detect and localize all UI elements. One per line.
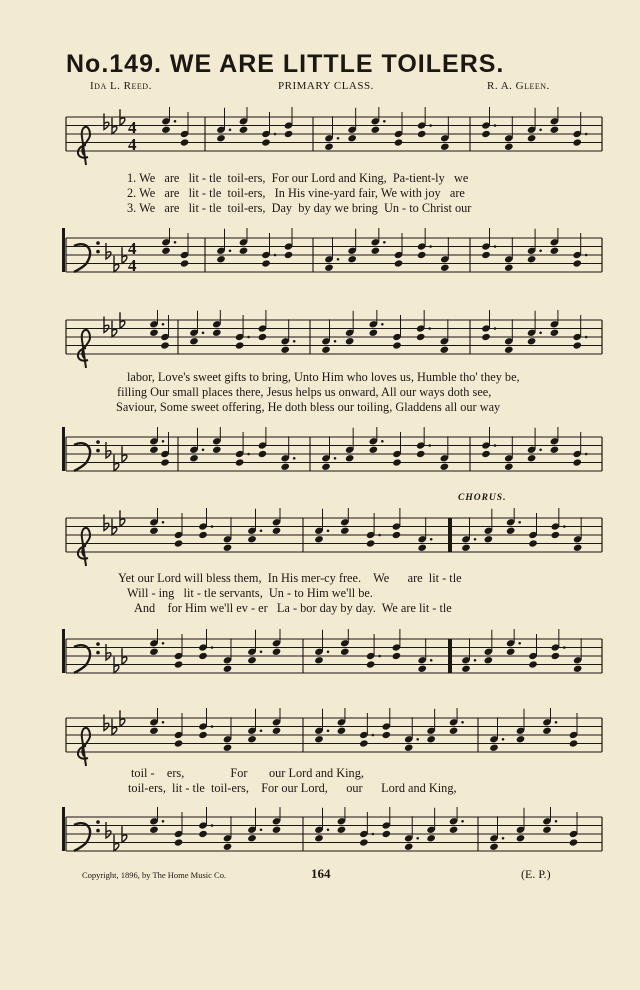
dot xyxy=(585,254,588,257)
notehead xyxy=(417,251,427,259)
flat-icon xyxy=(104,715,109,731)
dot xyxy=(494,124,497,127)
notehead xyxy=(284,130,294,138)
notehead xyxy=(569,838,579,846)
notehead xyxy=(504,143,514,151)
notehead xyxy=(345,454,355,462)
notehead xyxy=(174,660,184,668)
notehead xyxy=(394,259,404,267)
notehead xyxy=(180,259,190,267)
notehead xyxy=(417,544,427,552)
notehead xyxy=(371,126,381,134)
notehead xyxy=(461,544,471,552)
time-signature-top: 4 xyxy=(128,118,137,137)
dot xyxy=(162,323,165,326)
notehead xyxy=(160,458,170,466)
dot xyxy=(378,655,381,658)
notehead xyxy=(347,255,357,263)
dot xyxy=(429,124,432,127)
dot xyxy=(211,646,214,649)
notehead xyxy=(149,329,159,337)
notehead xyxy=(272,648,282,656)
system-1-verse-3: 3. We are lit - tle toil-ers, Day by day we bring Un - to Christ our xyxy=(127,201,472,215)
treble-clef-icon xyxy=(78,528,90,566)
notehead xyxy=(340,527,350,535)
notehead xyxy=(258,333,268,341)
dot xyxy=(162,721,165,724)
double-barline xyxy=(448,639,452,673)
notehead xyxy=(149,446,159,454)
notehead xyxy=(440,143,450,151)
notehead xyxy=(161,126,171,134)
notehead xyxy=(550,329,560,337)
notehead xyxy=(314,735,324,743)
system-3-treble-staff xyxy=(0,508,640,568)
dot xyxy=(383,120,386,123)
flat-icon xyxy=(106,644,111,660)
notehead xyxy=(461,665,471,673)
notehead xyxy=(174,838,184,846)
notehead xyxy=(198,830,208,838)
notehead xyxy=(198,652,208,660)
notehead xyxy=(481,333,491,341)
dot xyxy=(461,820,464,823)
dot xyxy=(381,323,384,326)
dot xyxy=(334,340,337,343)
notehead xyxy=(247,656,257,664)
dot xyxy=(260,650,263,653)
dot xyxy=(539,331,542,334)
notehead xyxy=(347,134,357,142)
notehead xyxy=(340,648,350,656)
system-4-bass-staff xyxy=(0,807,640,867)
notehead xyxy=(550,446,560,454)
dot xyxy=(174,120,177,123)
notehead xyxy=(542,727,552,735)
notehead xyxy=(324,264,334,272)
notehead xyxy=(572,259,582,267)
dot xyxy=(260,529,263,532)
class-label: PRIMARY CLASS. xyxy=(278,80,374,92)
notehead xyxy=(528,660,538,668)
treble-clef-icon xyxy=(78,728,90,766)
notehead xyxy=(174,739,184,747)
dot xyxy=(293,457,296,460)
dot xyxy=(372,833,375,836)
dot xyxy=(247,336,250,339)
dot xyxy=(429,245,432,248)
notehead xyxy=(417,665,427,673)
notehead xyxy=(569,739,579,747)
system-1-verse-1: 1. We are lit - tle toil-ers, For our Lord and King, Pa-tient-ly we xyxy=(127,171,469,185)
notehead xyxy=(284,251,294,259)
notehead xyxy=(551,531,561,539)
dot xyxy=(174,241,177,244)
dot xyxy=(383,241,386,244)
notehead xyxy=(504,463,514,471)
dot xyxy=(247,453,250,456)
notehead xyxy=(216,134,226,142)
notehead xyxy=(527,337,537,345)
double-barline xyxy=(448,518,452,552)
notehead xyxy=(528,539,538,547)
dot xyxy=(162,820,165,823)
notehead xyxy=(489,843,499,851)
dot xyxy=(474,538,477,541)
dot xyxy=(430,659,433,662)
system-4-treble-staff xyxy=(0,708,640,768)
notehead xyxy=(366,660,376,668)
dot xyxy=(229,249,232,252)
dot xyxy=(229,128,232,131)
dot xyxy=(539,128,542,131)
notehead xyxy=(189,454,199,462)
notehead xyxy=(216,255,226,263)
dot xyxy=(518,521,521,524)
notehead xyxy=(149,727,159,735)
dot xyxy=(563,525,566,528)
notehead xyxy=(149,648,159,656)
notehead xyxy=(189,337,199,345)
notehead xyxy=(280,346,290,354)
notehead xyxy=(572,341,582,349)
notehead xyxy=(223,843,233,851)
dot xyxy=(494,327,497,330)
dot xyxy=(334,457,337,460)
dot xyxy=(416,837,419,840)
dot xyxy=(211,824,214,827)
notehead xyxy=(272,826,282,834)
chorus-label: CHORUS. xyxy=(458,493,507,503)
notehead xyxy=(161,247,171,255)
system-4-verse-1: toil - ers, For our Lord and King, xyxy=(131,766,364,780)
notehead xyxy=(280,463,290,471)
notehead xyxy=(392,652,402,660)
notehead xyxy=(258,450,268,458)
dot xyxy=(202,331,205,334)
notehead xyxy=(212,329,222,337)
page-number: 164 xyxy=(311,866,331,881)
notehead xyxy=(235,458,245,466)
system-1-bass-staff xyxy=(0,228,640,288)
flat-icon xyxy=(104,317,109,333)
notehead xyxy=(542,826,552,834)
dot xyxy=(211,725,214,728)
notehead xyxy=(404,843,414,851)
notehead xyxy=(392,341,402,349)
notehead xyxy=(392,458,402,466)
system-3-verse-1: Yet our Lord will bless them, In His mer-cy free. We are lit - tle xyxy=(118,571,462,585)
treble-clef-icon xyxy=(78,127,90,165)
dot xyxy=(274,133,277,136)
dot xyxy=(502,837,505,840)
dot xyxy=(502,738,505,741)
notehead xyxy=(160,341,170,349)
lyricist-credit: Ida L. Reed. xyxy=(90,80,152,92)
dot xyxy=(430,538,433,541)
bass-clef-icon xyxy=(74,443,90,471)
dot xyxy=(585,133,588,136)
notehead xyxy=(551,652,561,660)
composer-credit: R. A. Gleen. xyxy=(487,80,550,92)
notehead xyxy=(239,247,249,255)
dot xyxy=(372,734,375,737)
notehead xyxy=(426,834,436,842)
time-signature-bottom: 4 xyxy=(128,256,137,275)
notehead xyxy=(321,463,331,471)
dot xyxy=(293,340,296,343)
notehead xyxy=(481,450,491,458)
notehead xyxy=(527,255,537,263)
bass-clef-dot xyxy=(96,820,100,824)
bass-clef-dot xyxy=(96,250,100,254)
notehead xyxy=(324,143,334,151)
notehead xyxy=(369,446,379,454)
notehead xyxy=(504,264,514,272)
dot xyxy=(494,444,497,447)
notehead xyxy=(417,130,427,138)
system-3-verse-3: And for Him we'll ev - er La - bor day by day. We are lit - tle xyxy=(134,601,452,615)
system-2-bass-staff xyxy=(0,427,640,487)
notehead xyxy=(484,656,494,664)
notehead xyxy=(149,527,159,535)
dot xyxy=(337,137,340,140)
notehead xyxy=(261,259,271,267)
notehead xyxy=(481,130,491,138)
notehead xyxy=(314,834,324,842)
notehead xyxy=(481,251,491,259)
notehead xyxy=(247,834,257,842)
system-2-treble-staff xyxy=(0,310,640,370)
dot xyxy=(585,453,588,456)
flat-icon xyxy=(106,243,111,259)
dot xyxy=(202,448,205,451)
dot xyxy=(260,828,263,831)
flat-icon xyxy=(104,515,109,531)
edition-mark: (E. P.) xyxy=(521,867,551,881)
dot xyxy=(585,336,588,339)
notehead xyxy=(314,535,324,543)
notehead xyxy=(440,463,450,471)
dot xyxy=(274,254,277,257)
notehead xyxy=(550,247,560,255)
dot xyxy=(428,327,431,330)
notehead xyxy=(366,539,376,547)
bass-clef-icon xyxy=(74,244,90,272)
system-brace xyxy=(62,629,65,673)
dot xyxy=(539,249,542,252)
dot xyxy=(416,738,419,741)
hymn-title: No.149. WE ARE LITTLE TOILERS. xyxy=(66,50,505,78)
dot xyxy=(539,448,542,451)
notehead xyxy=(261,138,271,146)
notehead xyxy=(272,727,282,735)
dot xyxy=(260,729,263,732)
notehead xyxy=(572,138,582,146)
dot xyxy=(563,646,566,649)
notehead xyxy=(149,826,159,834)
notehead xyxy=(321,346,331,354)
notehead xyxy=(506,648,516,656)
bass-clef-icon xyxy=(74,645,90,673)
dot xyxy=(162,440,165,443)
bass-clef-dot xyxy=(96,651,100,655)
dot xyxy=(555,721,558,724)
copyright-notice: Copyright, 1896, by The Home Music Co. xyxy=(82,870,227,880)
notehead xyxy=(449,826,459,834)
dot xyxy=(428,444,431,447)
notehead xyxy=(484,535,494,543)
notehead xyxy=(516,834,526,842)
system-1-verse-2: 2. We are lit - tle toil-ers, In His vine-yard fair, We with joy are xyxy=(127,186,465,200)
dot xyxy=(327,529,330,532)
dot xyxy=(461,721,464,724)
notehead xyxy=(440,346,450,354)
notehead xyxy=(223,665,233,673)
notehead xyxy=(506,527,516,535)
bass-clef-icon xyxy=(74,823,90,851)
flat-icon xyxy=(106,442,111,458)
notehead xyxy=(337,826,347,834)
dot xyxy=(162,642,165,645)
notehead xyxy=(550,126,560,134)
notehead xyxy=(382,731,392,739)
flat-icon xyxy=(104,114,109,130)
system-3-verse-2: Will - ing lit - tle servants, Un - to Him we'll be. xyxy=(127,586,373,600)
notehead xyxy=(572,458,582,466)
notehead xyxy=(426,735,436,743)
system-brace xyxy=(62,807,65,851)
system-4-verse-2: toil-ers, lit - tle toil-ers, For our Lord, our Lord and King, xyxy=(128,781,457,795)
system-brace xyxy=(62,427,65,471)
notehead xyxy=(449,727,459,735)
system-2-verse-3: Saviour, Some sweet offering, He doth bless our toiling, Gladdens all our way xyxy=(116,400,501,414)
system-3-bass-staff xyxy=(0,629,640,689)
notehead xyxy=(371,247,381,255)
time-signature-bottom: 4 xyxy=(128,135,137,154)
notehead xyxy=(573,544,583,552)
notehead xyxy=(235,341,245,349)
notehead xyxy=(404,744,414,752)
treble-clef-icon xyxy=(78,330,90,368)
notehead xyxy=(516,735,526,743)
notehead xyxy=(223,744,233,752)
notehead xyxy=(573,665,583,673)
dot xyxy=(494,245,497,248)
notehead xyxy=(345,337,355,345)
dot xyxy=(162,521,165,524)
notehead xyxy=(174,539,184,547)
bass-clef-dot xyxy=(96,642,100,646)
dot xyxy=(327,650,330,653)
time-signature-top: 4 xyxy=(128,239,137,258)
notehead xyxy=(416,450,426,458)
dot xyxy=(474,659,477,662)
notehead xyxy=(527,134,537,142)
notehead xyxy=(223,544,233,552)
notehead xyxy=(394,138,404,146)
notehead xyxy=(392,531,402,539)
dot xyxy=(378,534,381,537)
dot xyxy=(381,440,384,443)
notehead xyxy=(239,126,249,134)
notehead xyxy=(489,744,499,752)
notehead xyxy=(247,535,257,543)
dot xyxy=(337,258,340,261)
notehead xyxy=(359,838,369,846)
bass-clef-dot xyxy=(96,241,100,245)
system-2-verse-1: labor, Love's sweet gifts to bring, Unto Him who loves us, Humble tho' they be, xyxy=(127,370,520,384)
notehead xyxy=(369,329,379,337)
notehead xyxy=(198,731,208,739)
notehead xyxy=(198,531,208,539)
system-brace xyxy=(62,228,65,272)
notehead xyxy=(180,138,190,146)
dot xyxy=(327,828,330,831)
dot xyxy=(211,525,214,528)
notehead xyxy=(440,264,450,272)
notehead xyxy=(382,830,392,838)
flat-icon xyxy=(106,822,111,838)
notehead xyxy=(314,656,324,664)
dot xyxy=(518,642,521,645)
bass-clef-dot xyxy=(96,440,100,444)
notehead xyxy=(212,446,222,454)
dot xyxy=(327,729,330,732)
bass-clef-dot xyxy=(96,829,100,833)
notehead xyxy=(504,346,514,354)
notehead xyxy=(247,735,257,743)
notehead xyxy=(272,527,282,535)
notehead xyxy=(416,333,426,341)
dot xyxy=(555,820,558,823)
system-1-treble-staff xyxy=(0,107,640,167)
notehead xyxy=(359,739,369,747)
notehead xyxy=(337,727,347,735)
system-2-verse-2: filling Our small places there, Jesus helps us onward, All our ways doth see, xyxy=(117,385,492,399)
notehead xyxy=(527,454,537,462)
bass-clef-dot xyxy=(96,449,100,453)
